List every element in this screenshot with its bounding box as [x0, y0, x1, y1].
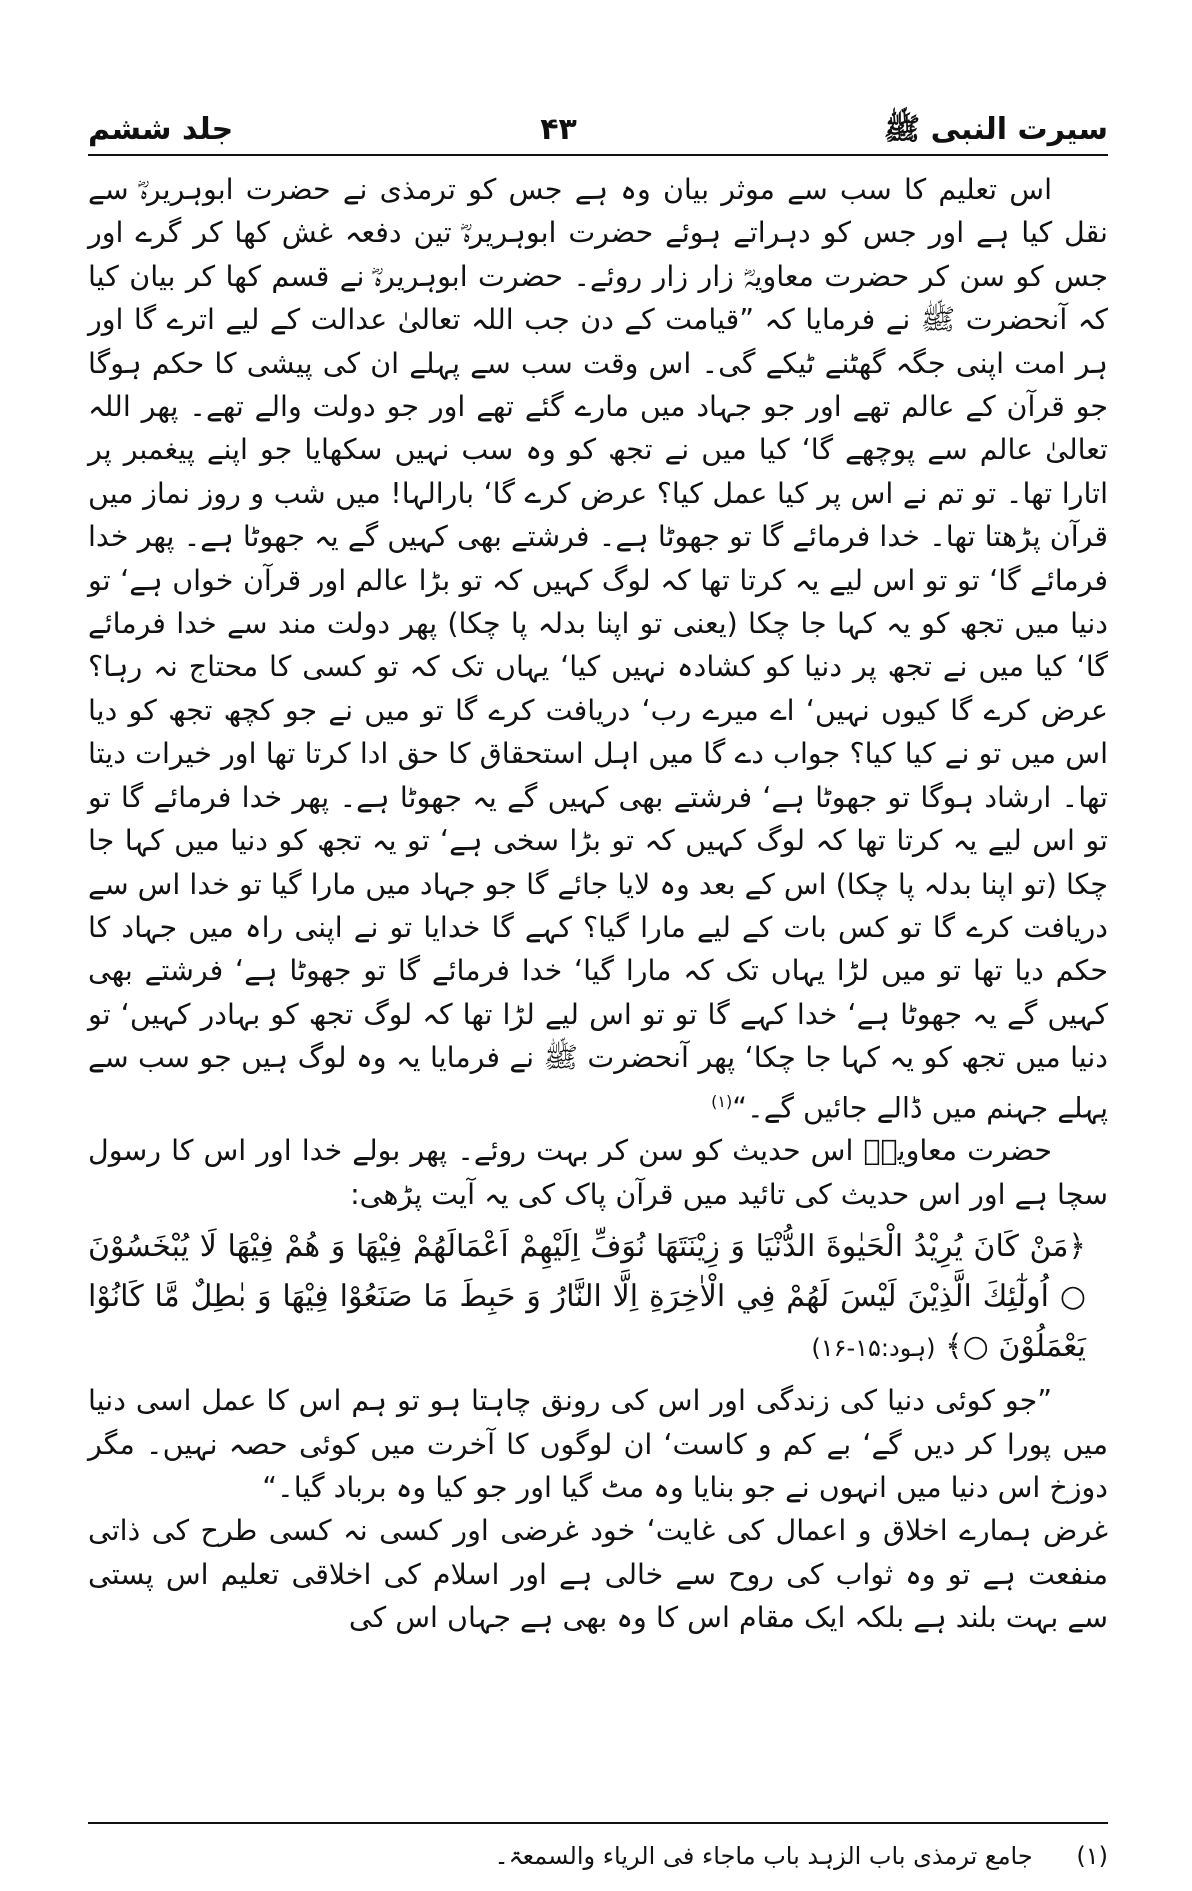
- paragraph-hadith: [88, 168, 1108, 1129]
- footnote: [88, 1838, 1108, 1874]
- verse-translation: ”جو کوئی دنیا کی زندگی اور اس کی رونق چاہتا ہو تو ہم اس کا عمل اسی دنیا میں پورا کر دیں گے‘ بے کم و کاست‘ ان لوگوں کا آخرت میں کوئی حصہ نہیں۔ مگر دوزخ اس دنیا میں انہوں نے جو بنایا وہ مٹ گیا اور جو کیا وہ برباد گیا۔“: [88, 1384, 1108, 1505]
- page-number: ۴۳: [540, 112, 577, 147]
- volume-label: جلد ششم: [88, 112, 234, 147]
- footnote-number: (۱): [1076, 1842, 1108, 1870]
- paragraph-muawiya: حضرت معاویہؓ اس حدیث کو سن کر بہت روئے۔ پھر بولے خدا اور اس کا رسول سچا ہے اور اس حدیث کی تائید میں قرآن پاک کی یہ آیت پڑھی:: [88, 1134, 1108, 1211]
- paragraph-conclusion: غرض ہمارے اخلاق و اعمال کی غایت‘ خود غرضی اور کسی نہ کسی طرح کی ذاتی منفعت ہے تو وہ ثواب کی روح سے خالی ہے اور اسلام کی اخلاقی تعلیم اس پستی سے بہت بلند ہے بلکہ ایک مقام اس کا وہ بھی ہے جہاں اس کی: [88, 1514, 1108, 1635]
- footnote-divider: [88, 1822, 1108, 1824]
- footnote-reference: (۱): [711, 1091, 733, 1111]
- book-title: سیرت النبی ﷺ: [883, 112, 1108, 147]
- footnote-text: جامع ترمذی باب الزہد باب ماجاء فی الریاء والسمعۃ۔: [494, 1842, 1033, 1870]
- verse-reference: (ہود:۱۵-۱۶): [811, 1334, 936, 1363]
- quran-verse: [88, 1222, 1108, 1373]
- page-body: [88, 168, 1108, 1640]
- verse-text: ﴿مَنْ كَانَ يُرِيْدُ الْحَيٰوةَ الدُّنْيَا وَ زِيْنَتَهَا نُوَفِّ اِلَيْهِمْ اَعْمَالَهُمْ فِيْهَا وَ هُمْ فِيْهَا لَا يُبْخَسُوْنَ ○ اُولٰٓئِكَ الَّذِيْنَ لَيْسَ لَهُمْ فِي الْاٰخِرَةِ اِلَّا النَّارُ وَ حَبِطَ مَا صَنَعُوْا فِيْهَا وَ بٰطِلٌ مَّا كَانُوْا يَعْمَلُوْنَ ○﴾: [88, 1229, 1086, 1365]
- paragraph-text: اس تعلیم کا سب سے موثر بیان وہ ہے جس کو ترمذی نے حضرت ابوہریرہؓ سے نقل کیا ہے اور جس کو دہراتے ہوئے حضرت ابوہریرہؓ تین دفعہ غش کھا کر گرے اور جس کو سن کر حضرت معاویہؓ زار زار روئے۔ حضرت ابوہریرہؓ نے قسم کھا کر بیان کیا کہ آنحضرت ﷺ نے فرمایا کہ ”قیامت کے دن جب اللہ تعالیٰ عدالت کے لیے اترے گا اور ہر امت اپنی جگہ گھٹنے ٹیکے گی۔ اس وقت سب سے پہلے ان کی پیشی کا حکم ہوگا جو قرآن کے عالم تھے اور جو جہاد میں مارے گئے تھے اور جو دولت والے تھے۔ پھر اللہ تعالیٰ عالم سے پوچھے گا‘ کیا میں نے تجھ کو وہ سب نہیں سکھایا جو اپنے پیغمبر پر اتارا تھا۔ تو تم نے اس پر کیا عمل کیا؟ عرض کرے گا‘ بارالہا! میں شب و روز نماز میں قرآن پڑھتا تھا۔ خدا فرمائے گا تو جھوٹا ہے۔ فرشتے بھی کہیں گے یہ جھوٹا ہے۔ پھر خدا فرمائے گا‘ تو تو اس لیے یہ کرتا تھا کہ لوگ کہیں کہ تو بڑا عالم اور قرآن خواں ہے‘ تو دنیا میں تجھ کو یہ کہا جا چکا (یعنی تو اپنا بدلہ پا چکا) پھر دولت مند سے خدا فرمائے گا‘ کیا میں نے تجھ پر دنیا کو کشادہ نہیں کیا‘ یہاں تک کہ تو کسی کا محتاج نہ رہا؟ عرض کرے گا کیوں نہیں‘ اے میرے رب‘ دریافت کرے گا تو میں نے جو کچھ تجھ کو دیا اس میں تو نے کیا کیا؟ جواب دے گا میں اہل استحقاق کا حق ادا کرتا تھا اور خیرات دیتا تھا۔ ارشاد ہوگا تو جھوٹا ہے‘ فرشتے بھی کہیں گے یہ جھوٹا ہے۔ پھر خدا فرمائے گا تو تو اس لیے یہ کرتا تھا کہ لوگ کہیں کہ تو بڑا سخی ہے‘ تو یہ تجھ کو دنیا میں کہا جا چکا (تو اپنا بدلہ پا چکا) اس کے بعد وہ لایا جائے گا جو جہاد میں مارا گیا تو خدا اس سے دریافت کرے گا تو کس بات کے لیے مارا گیا؟ کہے گا خدایا تو نے اپنی راہ میں جہاد کا حکم دیا تھا تو میں لڑا یہاں تک کہ مارا گیا‘ خدا فرمائے گا تو جھوٹا ہے‘ فرشتے بھی کہیں گے یہ جھوٹا ہے‘ خدا کہے گا تو تو اس لیے لڑا تھا کہ لوگ تجھ کو بہادر کہیں‘ تو دنیا میں تجھ کو یہ کہا جا چکا‘ پھر آنحضرت ﷺ نے فرمایا یہ وہ لوگ ہیں جو سب سے پہلے جہنم میں ڈالے جائیں گے۔“: [88, 173, 1108, 1125]
- page-header: [88, 88, 1108, 156]
